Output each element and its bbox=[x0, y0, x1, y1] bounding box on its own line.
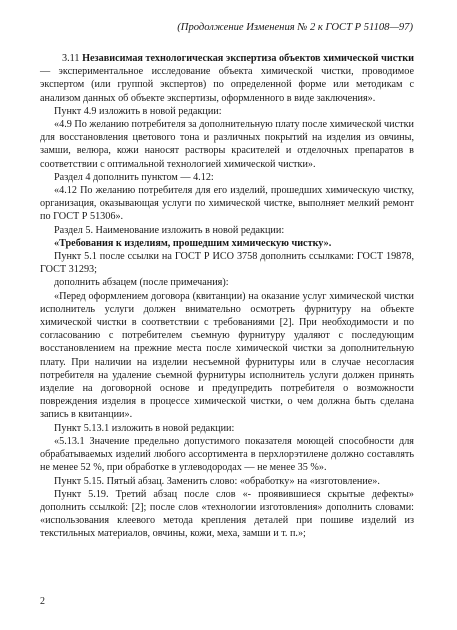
paragraph: «4.9 По желанию потребителя за дополнительную плату после химической чистки для восстановления цветового тона и различных покрытий на изделия из овчины, замши, велюра, кожи наносят растворы красителей и отделочных препаратов в соответствии с оптимальной технологией химической чистки». bbox=[40, 119, 414, 170]
clause-number: 3.11 bbox=[62, 53, 80, 64]
running-header: (Продолжение Изменения № 2 к ГОСТ Р 51108—97) bbox=[177, 22, 413, 33]
defined-term: Независимая технологическая экспертиза объектов химической чистки bbox=[82, 53, 415, 64]
paragraph: Пункт 4.9 изложить в новой редакции: bbox=[54, 105, 222, 117]
paragraph: Пункт 5.13.1 изложить в новой редакции: bbox=[54, 422, 235, 434]
paragraph: Пункт 5.1 после ссылки на ГОСТ Р ИСО 3758 дополнить ссылками: ГОСТ 19878, ГОСТ 31293; bbox=[40, 251, 414, 276]
paragraph-3-11 bbox=[40, 52, 414, 105]
paragraph: Раздел 4 дополнить пунктом — 4.12: bbox=[54, 171, 214, 183]
document-body bbox=[40, 52, 414, 541]
definition-text: — экспериментальное исследование объекта химической чистки, проводимое экспертом (или группой экспертов) по определенной форме или методикам с анализом данных об объекте экспертизы, оформленного в виде заключения». bbox=[40, 66, 414, 104]
paragraph: Раздел 5. Наименование изложить в новой редакции: bbox=[54, 224, 285, 236]
page-number: 2 bbox=[40, 596, 45, 607]
paragraph: «Перед оформлением договора (квитанции) на оказание услуг химической чистки исполнитель услуги должен внимательно осмотреть фурнитуру на объекте химической чистки в соответствии с требованиями [2]. При необходимости и по согласованию с потребителем съемную фурнитуру удаляют с последующим восстановлением на прежние места после химической чистки за дополнительную плату. При наличии на изделии несъемной фурнитуры или в случае несогласия потребителя на удаление съемной фурнитуры исполнитель услуги должен принять изделие на договорной основе и предупредить потребителя о возможности повреждения изделия в процессе химической чистки, о чем должна быть сделана запись в квитанции». bbox=[40, 290, 414, 421]
paragraph: «5.13.1 Значение предельно допустимого показателя моющей способности для обрабатываемых изделий любого ассортимента в перхлорэтилене должно составлять не менее 52 %, при обработке в углеводородах — не менее 35 %». bbox=[40, 435, 414, 474]
paragraph: Пункт 5.15. Пятый абзац. Заменить слово: «обработку» на «изготовление». bbox=[54, 475, 380, 487]
section-title: «Требования к изделиям, прошедшим химическую чистку». bbox=[54, 237, 332, 249]
paragraph: дополнить абзацем (после примечания): bbox=[54, 277, 229, 289]
paragraph: Пункт 5.19. Третий абзац после слов «- проявившиеся скрытые дефекты» дополнить ссылкой: [2]; после слов «технологии изготовления» дополнить словами: «использования клеевого метода крепления деталей при пошиве изделий из текстильных материалов, овчины, кожи, меха, замши и т. п.»; bbox=[40, 488, 414, 540]
paragraph: «4.12 По желанию потребителя для его изделий, прошедших химическую чистку, организация, оказывающая услуги по химической чистке, выполняет мелкий ремонт по ГОСТ Р 51306». bbox=[40, 185, 414, 223]
